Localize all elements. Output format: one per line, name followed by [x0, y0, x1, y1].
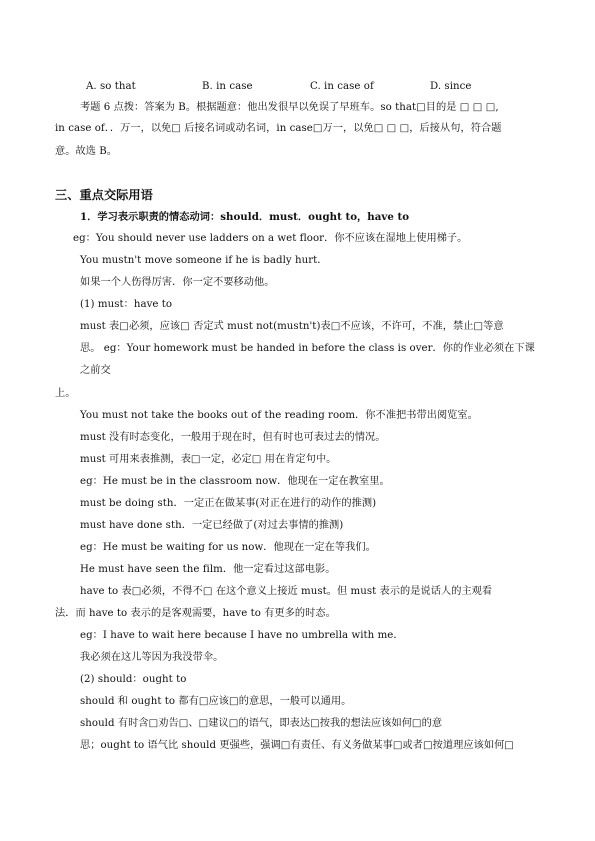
body-line: 上。 — [55, 388, 76, 399]
point-heading-must: (1) must：have to — [80, 299, 173, 310]
body-line: must have done sth．一定已经做了(对过去事情的推测) — [80, 520, 344, 531]
subsection-heading: 1．学习表示职责的情态动词：should．must．ought to，have to — [80, 211, 410, 223]
option-d: D. since — [430, 81, 472, 92]
body-line: 法．而 have to 表示的是客观需要，have to 有更多的时态。 — [55, 608, 336, 619]
body-line: should 有时含□劝告□、□建议□的语气，即表达□按我的想法应该如何□的意 — [80, 718, 443, 729]
body-line: 之前交 — [80, 365, 111, 376]
example-line: eg：He must be waiting for us now．他现在一定在等我们。 — [80, 542, 376, 553]
explanation-line-3: 意。故选 B。 — [55, 146, 118, 157]
example-line: eg：You should never use ladders on a wet floor．你不应该在湿地上使用梯子。 — [73, 233, 468, 244]
body-line: You mustn't move someone if he is badly hurt． — [80, 255, 328, 266]
body-line: 思。 eg：Your homework must be handed in before the class is over．你的作业必须在下课 — [80, 343, 535, 354]
body-line: must be doing sth．一定正在做某事(对正在进行的动作的推测) — [80, 498, 377, 509]
explanation-line-2: in case of．．万一，以免□ 后接名词或动名词，in case□万一，以免□ □ □，后接从句，符合题 — [55, 123, 502, 134]
option-a: A. so that — [86, 81, 136, 92]
option-c: C. in case of — [310, 81, 374, 92]
body-line: have to 表□必须，不得不□ 在这个意义上接近 must。但 must 表示的是说话人的主观看 — [80, 586, 493, 597]
option-b: B. in case — [202, 81, 253, 92]
body-line: must 可用来表推测，表□一定，必定□ 用在肯定句中。 — [80, 454, 337, 465]
section-heading: 三、重点交际用语 — [55, 188, 153, 202]
body-line: must 表□必须，应该□ 否定式 must not(mustn't)表□不应该，不许可，不准，禁止□等意 — [80, 321, 504, 332]
body-line: 思；ought to 语气比 should 更强些，强调□有责任、有义务做某事□或者□按道理应该如何□ — [80, 740, 514, 751]
example-line: eg：I have to wait here because I have no umbrella with me． — [80, 630, 404, 641]
body-line: You must not take the books out of the reading room．你不准把书带出阅览室。 — [80, 410, 478, 421]
point-heading-should: (2) should：ought to — [80, 674, 187, 685]
body-line: 如果一个人伤得厉害．你一定不要移动他。 — [80, 277, 275, 288]
body-line: must 没有时态变化，一般用于现在时，但有时也可表过去的情况。 — [80, 432, 386, 443]
body-line: 我必须在这儿等因为我没带伞。 — [80, 652, 224, 663]
example-line: eg：He must be in the classroom now．他现在一定在教室里。 — [80, 476, 390, 487]
body-line: should 和 ought to 都有□应该□的意思，一般可以通用。 — [80, 696, 352, 707]
explanation-line-1: 考题 6 点拨：答案为 B。根据题意：他出发很早以免误了早班车。so that□目的是 □ □ □, — [80, 102, 499, 113]
body-line: He must have seen the film．他一定看过这部电影。 — [80, 564, 336, 575]
